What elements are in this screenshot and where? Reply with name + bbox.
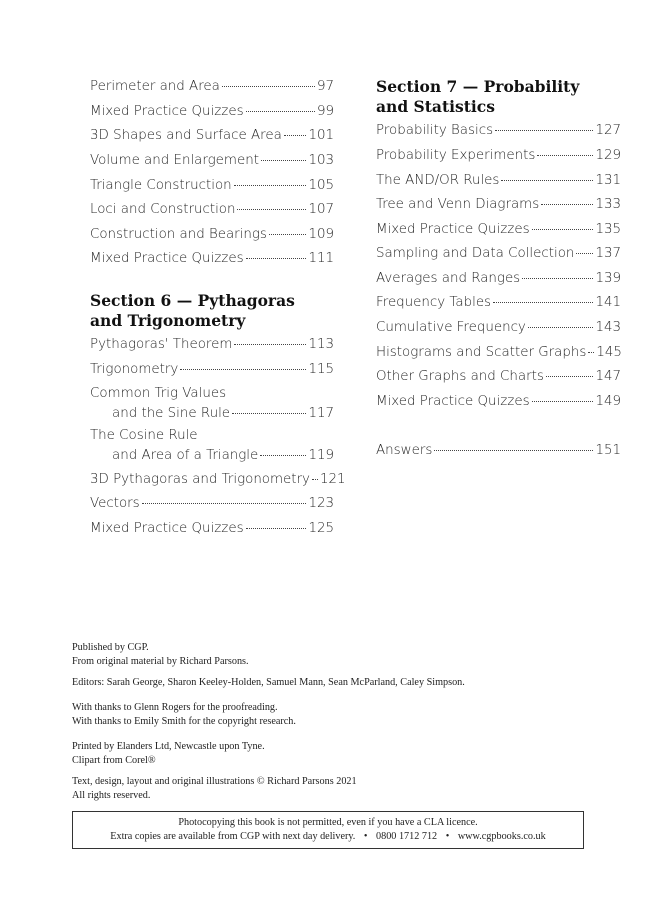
toc-entry[interactable] bbox=[90, 177, 334, 195]
toc-entry-page: 119 bbox=[308, 448, 334, 463]
toc-entry-title: The Cosine Rule bbox=[90, 428, 198, 443]
imprint-copyright bbox=[72, 775, 592, 802]
toc-entry[interactable] bbox=[90, 361, 334, 379]
toc-entry-title: Sampling and Data Collection bbox=[376, 246, 575, 261]
imprint-printer bbox=[72, 740, 592, 767]
toc-entry[interactable] bbox=[90, 78, 334, 96]
toc-entry-page: 107 bbox=[308, 202, 334, 217]
toc-entry-title: Trigonometry bbox=[90, 362, 179, 377]
dot-leader bbox=[284, 135, 307, 136]
toc-entry-page: 111 bbox=[308, 251, 334, 266]
toc-entry-title: 3D Pythagoras and Trigonometry bbox=[90, 472, 310, 487]
toc-entry-page: 113 bbox=[308, 337, 334, 352]
dot-leader bbox=[246, 528, 307, 529]
dot-leader bbox=[546, 376, 594, 377]
dot-leader bbox=[588, 352, 594, 353]
toc-entry-title: Construction and Bearings bbox=[90, 227, 267, 242]
toc-entry-page: 149 bbox=[595, 394, 621, 409]
toc-entry-title: Loci and Construction bbox=[90, 202, 236, 217]
toc-entry-title: Other Graphs and Charts bbox=[376, 369, 544, 384]
section-heading-line: and Statistics bbox=[376, 97, 495, 116]
notice-line bbox=[73, 830, 583, 844]
toc-entry-title: 3D Shapes and Surface Area bbox=[90, 128, 282, 143]
toc-entry-title: Averages and Ranges bbox=[376, 271, 521, 286]
toc-entry[interactable] bbox=[376, 393, 621, 411]
dot-leader bbox=[269, 234, 307, 235]
toc-entry-title: Volume and Enlargement bbox=[90, 153, 259, 168]
dot-leader bbox=[493, 302, 593, 303]
dot-leader bbox=[576, 253, 593, 254]
section-7-heading bbox=[376, 77, 621, 117]
section-heading-line: Section 6 — Pythagoras bbox=[90, 291, 295, 310]
section-heading-line: Section 7 — Probability bbox=[376, 77, 580, 96]
toc-entry-title: Vectors bbox=[90, 496, 140, 511]
toc-entry-page: 101 bbox=[308, 128, 334, 143]
dot-leader bbox=[261, 160, 306, 161]
dot-leader bbox=[237, 209, 306, 210]
dot-leader bbox=[312, 479, 318, 480]
toc-entry-title: Pythagoras' Theorem bbox=[90, 337, 233, 352]
toc-entry-page: 123 bbox=[308, 496, 334, 511]
toc-entry-page: 115 bbox=[308, 362, 334, 377]
toc-entry-title: Mixed Practice Quizzes bbox=[90, 251, 244, 266]
toc-entry-page: 139 bbox=[595, 271, 621, 286]
toc-entry-title: Mixed Practice Quizzes bbox=[90, 104, 244, 119]
toc-entry-page: 117 bbox=[308, 406, 334, 421]
toc-entry-page: 143 bbox=[595, 320, 621, 335]
toc-entry[interactable] bbox=[90, 127, 334, 145]
dot-leader bbox=[541, 204, 593, 205]
toc-entry[interactable] bbox=[376, 221, 621, 239]
toc-entry[interactable] bbox=[90, 471, 346, 489]
toc-entry-page: 141 bbox=[595, 295, 621, 310]
toc-entry-title: The AND/OR Rules bbox=[376, 173, 500, 188]
dot-leader bbox=[142, 503, 307, 504]
toc-entry[interactable] bbox=[376, 245, 621, 263]
imprint-editors bbox=[72, 676, 592, 690]
toc-entry-title: Triangle Construction bbox=[90, 178, 232, 193]
toc-entry[interactable] bbox=[90, 384, 334, 424]
toc-entry[interactable] bbox=[376, 147, 621, 165]
toc-entry[interactable] bbox=[90, 495, 334, 513]
imprint-line: With thanks to Glenn Rogers for the proofreading. bbox=[72, 702, 278, 713]
dot-leader bbox=[532, 401, 594, 402]
toc-entry-title: Common Trig Values bbox=[90, 386, 227, 401]
imprint-thanks bbox=[72, 701, 592, 728]
dot-leader bbox=[232, 413, 306, 414]
dot-leader bbox=[528, 327, 594, 328]
toc-entry[interactable] bbox=[376, 294, 621, 312]
toc-entry-page: 133 bbox=[595, 197, 621, 212]
imprint-line: From original material by Richard Parsons. bbox=[72, 655, 249, 667]
dot-leader bbox=[180, 369, 306, 370]
dot-leader bbox=[532, 229, 594, 230]
imprint-line: With thanks to Emily Smith for the copyright research. bbox=[72, 715, 296, 727]
dot-leader bbox=[246, 111, 315, 112]
toc-entry-title: Probability Experiments bbox=[376, 148, 536, 163]
imprint-line: Editors: Sarah George, Sharon Keeley-Holden, Samuel Mann, Sean McParland, Caley Simpson. bbox=[72, 677, 465, 688]
toc-entry-title-cont: and Area of a Triangle bbox=[112, 448, 259, 463]
dot-leader bbox=[495, 130, 593, 131]
toc-entry-title: Answers bbox=[376, 443, 433, 458]
imprint-line: All rights reserved. bbox=[72, 789, 151, 801]
toc-entry-title: Perimeter and Area bbox=[90, 79, 220, 94]
toc-entry-page: 109 bbox=[308, 227, 334, 242]
toc-entry[interactable] bbox=[90, 336, 334, 354]
toc-entry-page: 145 bbox=[596, 345, 622, 360]
notice-phone: 0800 1712 712 bbox=[376, 831, 438, 842]
imprint-line: Text, design, layout and original illustrations © Richard Parsons 2021 bbox=[72, 776, 357, 787]
toc-entry-page: 137 bbox=[595, 246, 621, 261]
toc-entry[interactable] bbox=[90, 520, 334, 538]
dot-leader bbox=[522, 278, 593, 279]
dot-leader bbox=[501, 180, 593, 181]
photocopy-notice-box bbox=[72, 811, 584, 849]
dot-leader bbox=[222, 86, 315, 87]
toc-entry[interactable] bbox=[90, 250, 334, 268]
toc-entry-title: Probability Basics bbox=[376, 123, 494, 138]
toc-entry-title: Mixed Practice Quizzes bbox=[376, 222, 530, 237]
toc-entry-page: 103 bbox=[308, 153, 334, 168]
toc-entry-page: 127 bbox=[595, 123, 621, 138]
toc-entry[interactable] bbox=[90, 201, 334, 219]
bullet-separator: • bbox=[445, 831, 450, 842]
imprint-line: Published by CGP. bbox=[72, 642, 149, 653]
notice-website[interactable]: www.cgpbooks.co.uk bbox=[457, 831, 546, 842]
toc-entry-title: Mixed Practice Quizzes bbox=[90, 521, 244, 536]
toc-entry-title: Histograms and Scatter Graphs bbox=[376, 345, 587, 360]
toc-entry[interactable] bbox=[90, 226, 334, 244]
toc-entry[interactable] bbox=[376, 344, 621, 362]
toc-entry-page: 135 bbox=[595, 222, 621, 237]
toc-entry-page: 121 bbox=[319, 472, 346, 487]
notice-line: Photocopying this book is not permitted, even if you have a CLA licence. bbox=[178, 817, 478, 828]
toc-entry-title: Cumulative Frequency bbox=[376, 320, 526, 335]
imprint-line: Printed by Elanders Ltd, Newcastle upon Tyne. bbox=[72, 741, 265, 752]
toc-entry-page: 99 bbox=[316, 104, 334, 119]
toc-entry-title: Frequency Tables bbox=[376, 295, 492, 310]
section-6-heading bbox=[90, 291, 334, 331]
toc-entry-page: 105 bbox=[308, 178, 334, 193]
toc-entry-page: 151 bbox=[595, 443, 621, 458]
toc-entry-title: Tree and Venn Diagrams bbox=[376, 197, 540, 212]
dot-leader bbox=[234, 185, 307, 186]
dot-leader bbox=[234, 344, 306, 345]
toc-entry[interactable] bbox=[376, 368, 621, 386]
toc-entry[interactable] bbox=[90, 152, 334, 170]
toc-entry-page: 131 bbox=[595, 173, 621, 188]
toc-entry[interactable] bbox=[376, 122, 621, 140]
toc-entry[interactable] bbox=[376, 196, 621, 214]
toc-entry[interactable] bbox=[376, 270, 621, 288]
bullet-separator: • bbox=[363, 831, 368, 842]
notice-extra-copies: Extra copies are available from CGP with next day delivery. bbox=[110, 831, 356, 842]
imprint-publisher bbox=[72, 641, 592, 668]
toc-entry[interactable] bbox=[90, 426, 334, 466]
toc-entry-title-cont: and the Sine Rule bbox=[112, 406, 231, 421]
toc-entry-answers[interactable] bbox=[376, 442, 621, 460]
imprint-line: Clipart from Corel® bbox=[72, 754, 156, 766]
toc-entry-page: 97 bbox=[316, 79, 334, 94]
section-heading-line: and Trigonometry bbox=[90, 311, 246, 330]
dot-leader bbox=[434, 450, 593, 451]
dot-leader bbox=[537, 155, 593, 156]
dot-leader bbox=[260, 455, 306, 456]
toc-entry-page: 147 bbox=[595, 369, 621, 384]
toc-entry[interactable] bbox=[376, 172, 621, 190]
toc-entry-page: 125 bbox=[308, 521, 334, 536]
toc-entry-page: 129 bbox=[595, 148, 621, 163]
toc-entry[interactable] bbox=[376, 319, 621, 337]
dot-leader bbox=[246, 258, 307, 259]
toc-entry[interactable] bbox=[90, 103, 334, 121]
toc-entry-title: Mixed Practice Quizzes bbox=[376, 394, 530, 409]
